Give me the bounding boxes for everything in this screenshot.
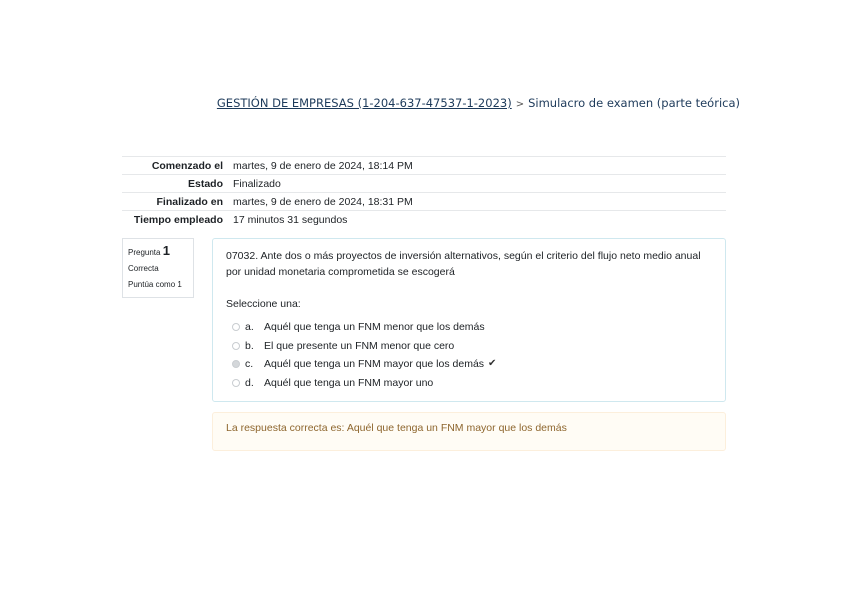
question-label: Pregunta (128, 248, 161, 257)
question-state: Correcta (128, 264, 159, 273)
radio-button[interactable] (232, 379, 240, 387)
breadcrumb-current: Simulacro de examen (parte teórica) (528, 96, 740, 110)
summary-value: martes, 9 de enero de 2024, 18:14 PM (233, 157, 726, 175)
question-number-value: 1 (162, 243, 170, 258)
attempt-summary-table (122, 156, 726, 228)
summary-value: 17 minutos 31 segundos (233, 211, 726, 229)
feedback-text: La respuesta correcta es: Aquél que tenga un FNM mayor que los demás (226, 422, 567, 434)
question-grade: Puntúa como 1 (128, 280, 182, 289)
summary-value: Finalizado (233, 175, 726, 193)
summary-label: Tiempo empleado (122, 211, 233, 229)
answer-letter: d. (245, 376, 254, 389)
summary-row-state (122, 175, 726, 193)
summary-label: Estado (122, 175, 233, 193)
answer-letter: a. (245, 321, 254, 334)
answer-letter: c. (245, 358, 254, 371)
summary-label: Comenzado el (122, 157, 233, 175)
correct-check-icon: ✔ (488, 358, 497, 370)
answer-option-a[interactable] (226, 318, 712, 337)
correct-answer-feedback (212, 412, 726, 451)
answer-text: Aquél que tenga un FNM menor que los demás (264, 321, 485, 334)
summary-row-finished (122, 193, 726, 211)
answer-text: Aquél que tenga un FNM mayor que los demás (264, 358, 485, 371)
answer-list (226, 318, 712, 392)
answer-letter: b. (245, 339, 254, 352)
breadcrumb-separator: > (515, 99, 525, 110)
summary-value: martes, 9 de enero de 2024, 18:31 PM (233, 193, 726, 211)
radio-button[interactable] (232, 342, 240, 350)
question-content (212, 238, 726, 402)
radio-button-selected[interactable] (232, 360, 240, 368)
answer-text: Aquél que tenga un FNM mayor uno (264, 376, 434, 389)
summary-row-time-taken (122, 211, 726, 229)
answer-option-b[interactable] (226, 337, 712, 356)
radio-button[interactable] (232, 323, 240, 331)
question-text: 07032. Ante dos o más proyectos de inversión alternativos, según el criterio del flujo neto medio anual por unidad monetaria comprometida se escogerá (226, 250, 701, 278)
summary-label: Finalizado en (122, 193, 233, 211)
summary-row-started (122, 157, 726, 175)
breadcrumb (0, 96, 740, 110)
question-info-panel (122, 238, 194, 298)
answer-text: El que presente un FNM menor que cero (264, 339, 455, 352)
answer-option-c[interactable] (226, 355, 712, 374)
breadcrumb-course-link[interactable]: GESTIÓN DE EMPRESAS (1-204-637-47537-1-2023) (216, 96, 512, 110)
answer-option-d[interactable] (226, 374, 712, 393)
question-number (128, 243, 188, 261)
select-prompt: Seleccione una: (226, 298, 301, 310)
